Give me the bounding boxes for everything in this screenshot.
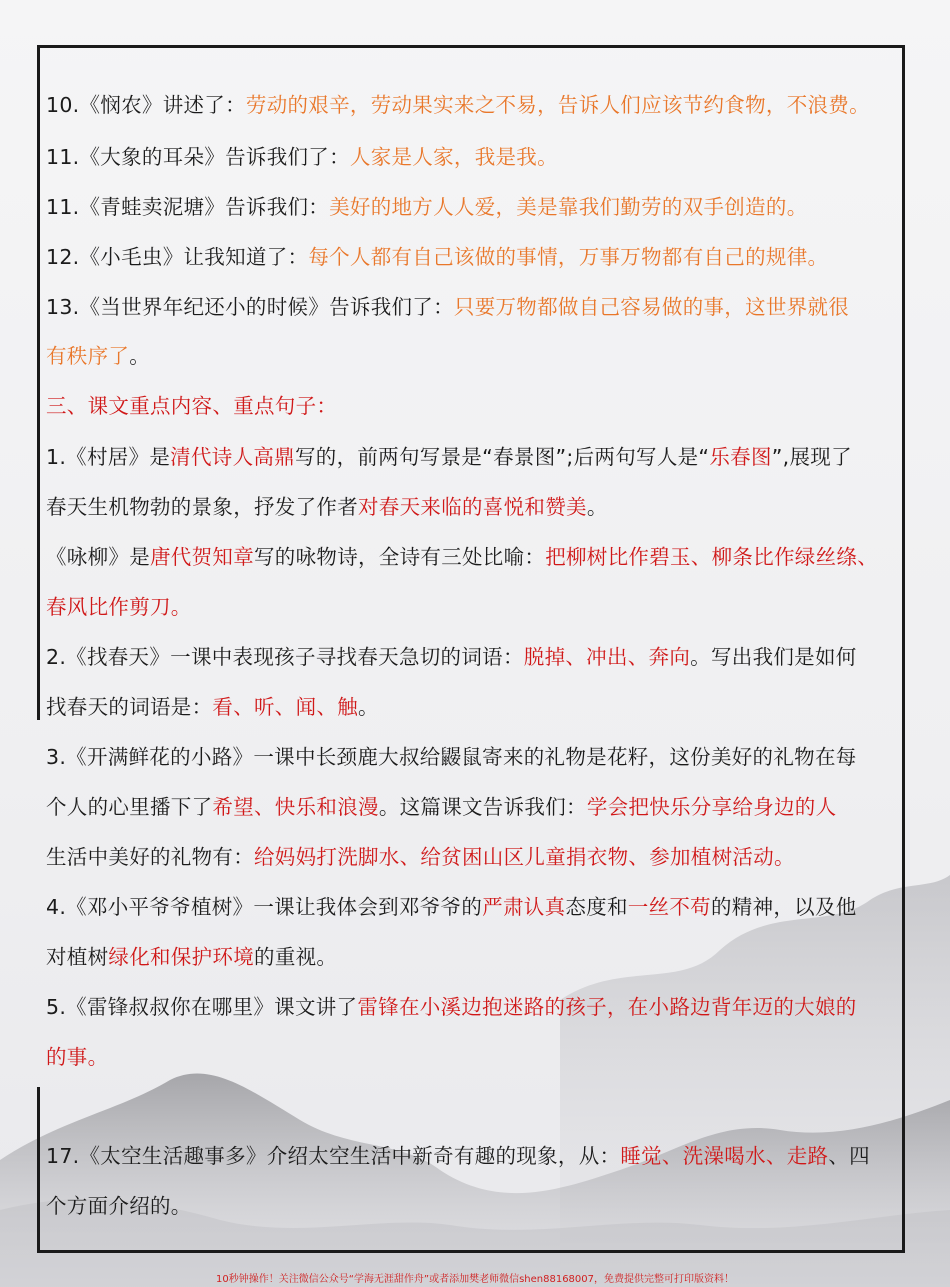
p1-line2: 春天生机物勃的景象，抒发了作者对春天来临的喜悦和赞美。 <box>46 495 608 519</box>
footer-notice: 10秒钟操作！关注微信公众号“学海无涯甜作舟”或者添加樊老师微信shen88168007，免费提供完整可打印版资料！ <box>215 1274 735 1285</box>
p4-line1: 4.《邓小平爷爷植树》一课让我体会到邓爷爷的严肃认真态度和一丝不苟的精神，以及他 <box>46 895 857 919</box>
item-11a: 11.《大象的耳朵》告诉我们了：人家是人家，我是我。 <box>46 145 558 169</box>
item-10: 10.《悯农》讲述了：劳动的艰辛，劳动果实来之不易，告诉人们应该节约食物，不浪费。 <box>46 93 870 117</box>
frame-left-border <box>37 45 40 720</box>
p1b-line2: 春风比作剪刀。 <box>46 595 192 619</box>
p17-line2: 个方面介绍的。 <box>46 1194 192 1218</box>
p5-line2: 的事。 <box>46 1045 109 1069</box>
p5-line1: 5.《雷锋叔叔你在哪里》课文讲了雷锋在小溪边抱迷路的孩子，在小路边背年迈的大娘的 <box>46 995 857 1019</box>
p1-line1: 1.《村居》是清代诗人高鼎写的，前两句写景是“春景图”;后两句写人是“乐春图”,展现了 <box>46 445 852 469</box>
item-12: 12.《小毛虫》让我知道了：每个人都有自己该做的事情，万事万物都有自己的规律。 <box>46 245 829 269</box>
p3-line1: 3.《开满鲜花的小路》一课中长颈鹿大叔给鼹鼠寄来的礼物是花籽，这份美好的礼物在每 <box>46 745 857 769</box>
item-13-cont: 有秩序了。 <box>46 344 151 368</box>
p4-line2: 对植树绿化和保护环境的重视。 <box>46 945 338 969</box>
item-13: 13.《当世界年纪还小的时候》告诉我们了：只要万物都做自己容易做的事，这世界就很 <box>46 295 850 319</box>
p1b-line1: 《咏柳》是唐代贺知章写的咏物诗，全诗有三处比喻：把柳树比作碧玉、柳条比作绿丝绦、 <box>46 545 879 569</box>
p17-line1: 17.《太空生活趣事多》介绍太空生活中新奇有趣的现象，从：睡觉、洗澡喝水、走路、四 <box>46 1144 870 1168</box>
p3-line3: 生活中美好的礼物有：给妈妈打洗脚水、给贫困山区儿童捐衣物、参加植树活动。 <box>46 845 795 869</box>
section-heading: 三、课文重点内容、重点句子： <box>46 394 338 418</box>
p3-line2: 个人的心里播下了希望、快乐和浪漫。这篇课文告诉我们：学会把快乐分享给身边的人 <box>46 795 837 819</box>
frame-left-border-lower <box>37 1087 40 1252</box>
item-11b: 11.《青蛙卖泥塘》告诉我们：美好的地方人人爱，美是靠我们勤劳的双手创造的。 <box>46 195 808 219</box>
frame-bottom-border <box>37 1250 905 1253</box>
frame-top-border <box>37 45 905 48</box>
p2-line1: 2.《找春天》一课中表现孩子寻找春天急切的词语：脱掉、冲出、奔向。写出我们是如何 <box>46 645 857 669</box>
p2-line2: 找春天的词语是：看、听、闻、触。 <box>46 695 379 719</box>
